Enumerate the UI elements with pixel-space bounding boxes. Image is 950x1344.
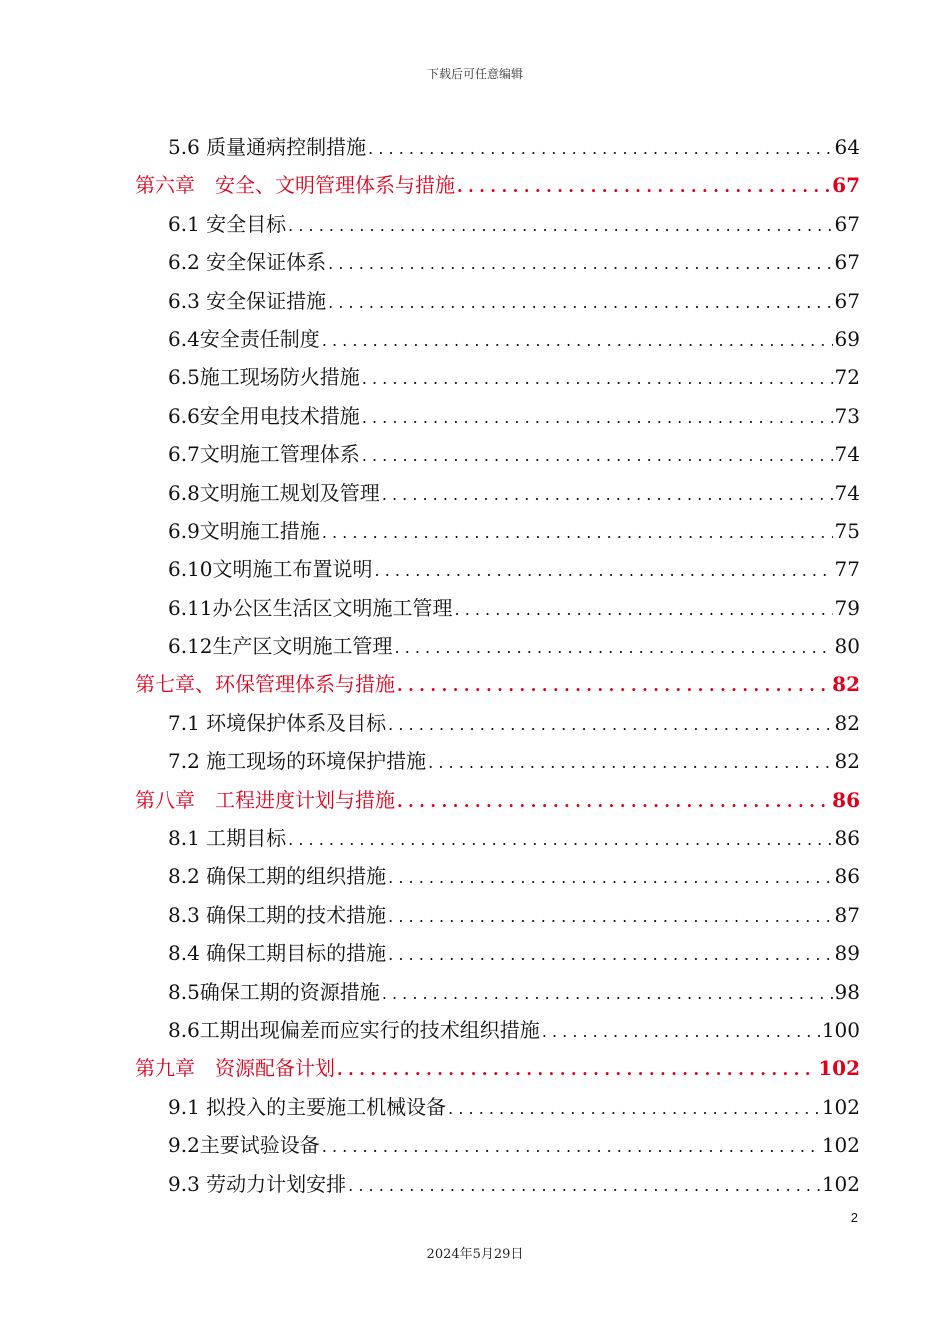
toc-entry-title: 6.12生产区文明施工管理: [168, 634, 393, 659]
toc-dot-leader: [448, 1090, 820, 1128]
toc-entry-title: 8.5确保工期的资源措施: [168, 979, 380, 1004]
toc-section-entry[interactable]: [135, 1088, 860, 1126]
toc-section-entry[interactable]: [135, 128, 860, 166]
toc-entry-page: 69: [834, 326, 860, 351]
toc-dot-leader: [328, 245, 832, 283]
toc-entry-page: 82: [834, 749, 860, 774]
toc-entry-page: 98: [834, 979, 860, 1004]
toc-entry-page: 89: [834, 941, 860, 966]
toc-entry-page: 67: [834, 250, 860, 275]
toc-entry-page: 102: [821, 1094, 860, 1119]
toc-dot-leader: [382, 476, 833, 514]
toc-entry-title: 8.1 工期目标: [168, 826, 287, 851]
toc-section-entry[interactable]: [135, 320, 860, 358]
toc-entry-title: 9.3 劳动力计划安排: [168, 1171, 347, 1196]
toc-chapter-entry[interactable]: [135, 166, 860, 204]
toc-dot-leader: [362, 437, 833, 475]
toc-dot-leader: [382, 975, 833, 1013]
toc-entry-title: 8.6工期出现偏差而应实行的技术组织措施: [168, 1017, 540, 1042]
toc-dot-leader: [542, 1013, 820, 1051]
toc-entry-page: 82: [832, 672, 860, 697]
toc-entry-title: 6.7文明施工管理体系: [168, 442, 360, 467]
toc-entry-page: 64: [834, 135, 860, 159]
toc-chapter-entry[interactable]: [135, 781, 860, 819]
toc-entry-page: 102: [818, 1056, 860, 1081]
toc-entry-title: 6.2 安全保证体系: [168, 250, 327, 275]
toc-entry-page: 86: [834, 826, 860, 851]
toc-section-entry[interactable]: [135, 282, 860, 320]
toc-entry-page: 74: [834, 442, 860, 467]
toc-entry-page: 72: [834, 365, 860, 390]
table-of-contents: [135, 128, 860, 1203]
toc-entry-page: 79: [834, 595, 860, 620]
toc-section-entry[interactable]: [135, 1165, 860, 1203]
toc-entry-title: 6.5施工现场防火措施: [168, 365, 360, 390]
toc-section-entry[interactable]: [135, 819, 860, 857]
toc-dot-leader: [455, 591, 833, 629]
toc-dot-leader: [322, 1128, 820, 1166]
toc-entry-title: 7.2 施工现场的环境保护措施: [168, 749, 427, 774]
toc-entry-page: 75: [834, 518, 860, 543]
toc-section-entry[interactable]: [135, 896, 860, 934]
toc-entry-title: 第九章 资源配备计划: [135, 1056, 335, 1081]
toc-entry-title: 7.1 环境保护体系及目标: [168, 710, 387, 735]
toc-entry-title: 6.1 安全目标: [168, 211, 287, 236]
toc-dot-leader: [322, 322, 833, 360]
toc-dot-leader: [388, 898, 832, 936]
toc-dot-leader: [337, 1051, 816, 1089]
toc-entry-page: 67: [834, 288, 860, 313]
toc-entry-title: 6.9文明施工措施: [168, 518, 320, 543]
toc-entry-page: 77: [834, 557, 860, 582]
page-footer-date: 2024年5月29日: [426, 1247, 524, 1262]
page-header: 下载后可任意编辑: [426, 67, 523, 81]
toc-dot-leader: [348, 1167, 820, 1205]
toc-entry-page: 74: [834, 480, 860, 505]
toc-dot-leader: [395, 629, 833, 667]
toc-section-entry[interactable]: [135, 742, 860, 780]
toc-dot-leader: [288, 207, 832, 245]
toc-entry-title: 6.11办公区生活区文明施工管理: [168, 595, 453, 620]
toc-section-entry[interactable]: [135, 704, 860, 742]
toc-dot-leader: [388, 859, 832, 897]
toc-dot-leader: [328, 284, 832, 322]
toc-entry-page: 73: [834, 403, 860, 428]
toc-entry-page: 102: [821, 1133, 860, 1158]
toc-section-entry[interactable]: [135, 627, 860, 665]
toc-entry-title: 5.6 质量通病控制措施: [168, 135, 367, 159]
toc-entry-title: 6.4安全责任制度: [168, 326, 320, 351]
toc-section-entry[interactable]: [135, 243, 860, 281]
toc-section-entry[interactable]: [135, 973, 860, 1011]
toc-section-entry[interactable]: [135, 1011, 860, 1049]
toc-entry-title: 6.10文明施工布置说明: [168, 557, 373, 582]
toc-dot-leader: [288, 821, 832, 859]
toc-entry-page: 87: [834, 902, 860, 927]
toc-entry-title: 8.4 确保工期目标的措施: [168, 941, 387, 966]
toc-entry-page: 100: [821, 1017, 860, 1042]
toc-entry-page: 67: [832, 173, 860, 198]
toc-dot-leader: [397, 667, 830, 705]
toc-entry-page: 86: [834, 864, 860, 889]
toc-section-entry[interactable]: [135, 589, 860, 627]
toc-dot-leader: [362, 360, 833, 398]
toc-entry-title: 8.2 确保工期的组织措施: [168, 864, 387, 889]
toc-section-entry[interactable]: [135, 857, 860, 895]
toc-entry-title: 6.8文明施工规划及管理: [168, 480, 380, 505]
toc-section-entry[interactable]: [135, 934, 860, 972]
toc-entry-page: 82: [834, 710, 860, 735]
toc-dot-leader: [397, 783, 830, 821]
toc-entry-page: 86: [832, 787, 860, 812]
toc-section-entry[interactable]: [135, 512, 860, 550]
toc-section-entry[interactable]: [135, 474, 860, 512]
toc-section-entry[interactable]: [135, 435, 860, 473]
toc-entry-title: 第七章、环保管理体系与措施: [135, 672, 395, 697]
toc-section-entry[interactable]: [135, 358, 860, 396]
toc-dot-leader: [368, 130, 832, 168]
toc-entry-page: 102: [821, 1171, 860, 1196]
toc-entry-title: 第六章 安全、文明管理体系与措施: [135, 173, 455, 198]
toc-entry-page: 80: [834, 634, 860, 659]
toc-entry-title: 第八章 工程进度计划与措施: [135, 787, 395, 812]
toc-section-entry[interactable]: [135, 397, 860, 435]
toc-entry-title: 9.1 拟投入的主要施工机械设备: [168, 1094, 447, 1119]
toc-section-entry[interactable]: [135, 205, 860, 243]
toc-dot-leader: [388, 936, 832, 974]
toc-entry-title: 6.6安全用电技术措施: [168, 403, 360, 428]
page-number: 2: [850, 1210, 858, 1225]
toc-chapter-entry[interactable]: [135, 1049, 860, 1087]
toc-entry-title: 8.3 确保工期的技术措施: [168, 902, 387, 927]
toc-dot-leader: [375, 552, 833, 590]
toc-section-entry[interactable]: [135, 550, 860, 588]
toc-section-entry[interactable]: [135, 1126, 860, 1164]
toc-entry-page: 67: [834, 211, 860, 236]
toc-dot-leader: [388, 706, 832, 744]
toc-chapter-entry[interactable]: [135, 665, 860, 703]
toc-dot-leader: [428, 744, 832, 782]
toc-dot-leader: [457, 168, 830, 206]
toc-entry-title: 6.3 安全保证措施: [168, 288, 327, 313]
toc-entry-title: 9.2主要试验设备: [168, 1133, 320, 1158]
toc-dot-leader: [362, 399, 833, 437]
toc-dot-leader: [322, 514, 833, 552]
